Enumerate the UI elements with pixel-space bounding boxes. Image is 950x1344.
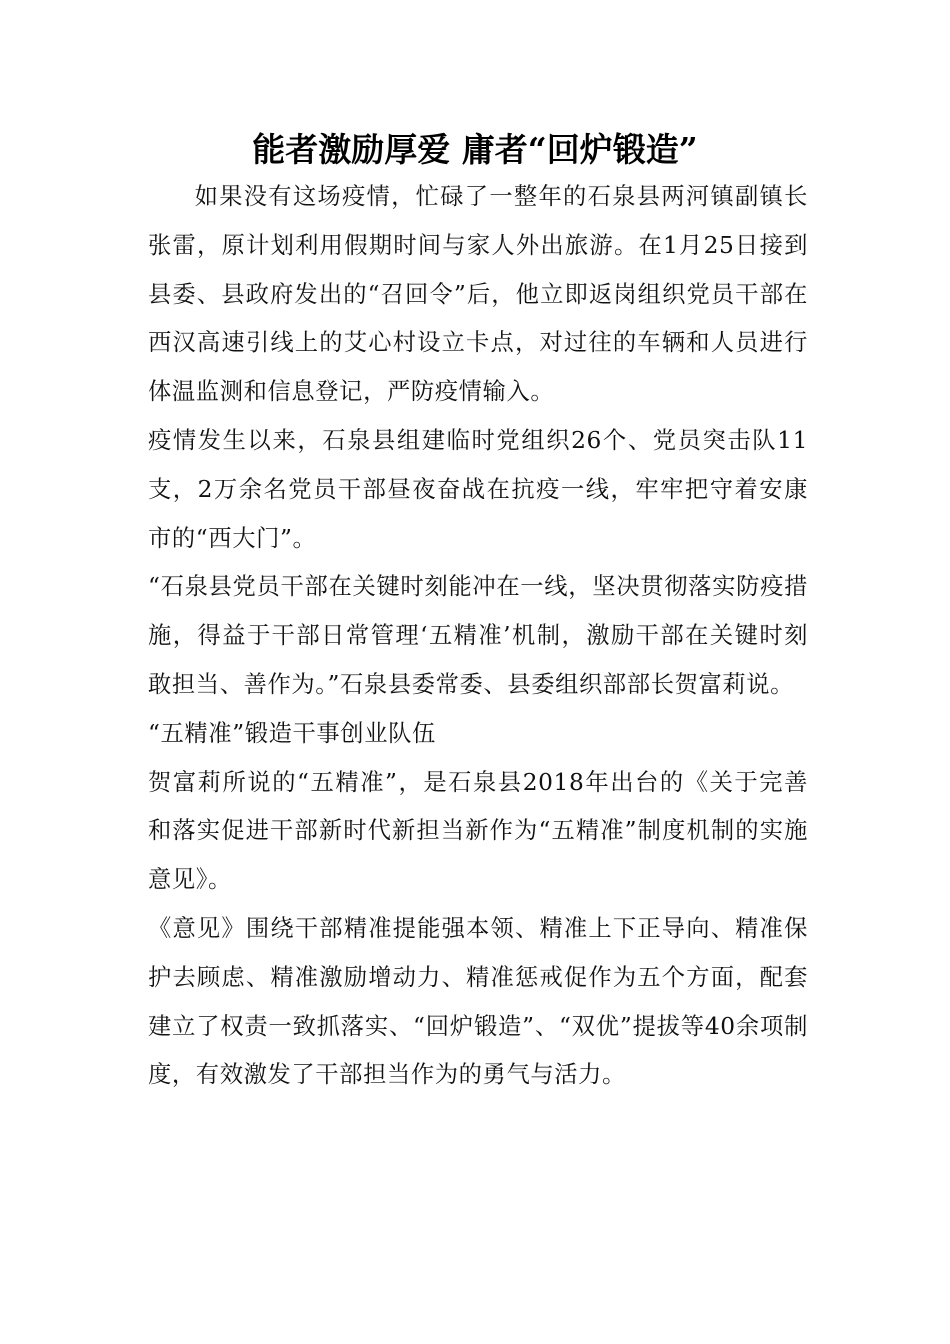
section-heading: “五精准”锻造干事创业队伍 (148, 719, 436, 747)
paragraph: 贺富莉所说的“五精准”，是石泉县2018年出台的《关于完善和落实促进干部新时代新担当新作为“五精准”制度机制的实施意见》。 (148, 768, 808, 894)
document-body (148, 173, 808, 1100)
document-title: 能者激励厚爱 庸者“回炉锻造” (252, 130, 698, 169)
paragraph: 疫情发生以来，石泉县组建临时党组织26个、党员突击队11支，2万余名党员干部昼夜奋战在抗疫一线，牢牢把守着安康市的“西大门”。 (148, 426, 808, 552)
paragraph: “石泉县党员干部在关键时刻能冲在一线，坚决贯彻落实防疫措施，得益于干部日常管理‘五精准’机制，激励干部在关键时刻敢担当、善作为。”石泉县委常委、县委组织部部长贺富莉说。 (148, 573, 808, 698)
paragraph: 如果没有这场疫情，忙碌了一整年的石泉县两河镇副镇长张雷，原计划利用假期时间与家人外出旅游。在1月25日接到县委、县政府发出的“召回令”后，他立即返岗组织党员干部在西汉高速引线上的艾心村设立卡点，对过往的车辆和人员进行体温监测和信息登记，严防疫情输入。 (148, 183, 808, 406)
paragraph: 《意见》围绕干部精准提能强本领、精准上下正导向、精准保护去顾虑、精准激励增动力、精准惩戒促作为五个方面，配套建立了权责一致抓落实、“回炉锻造”、“双优”提拔等40余项制度，有效激发了干部担当作为的勇气与活力。 (148, 914, 808, 1089)
